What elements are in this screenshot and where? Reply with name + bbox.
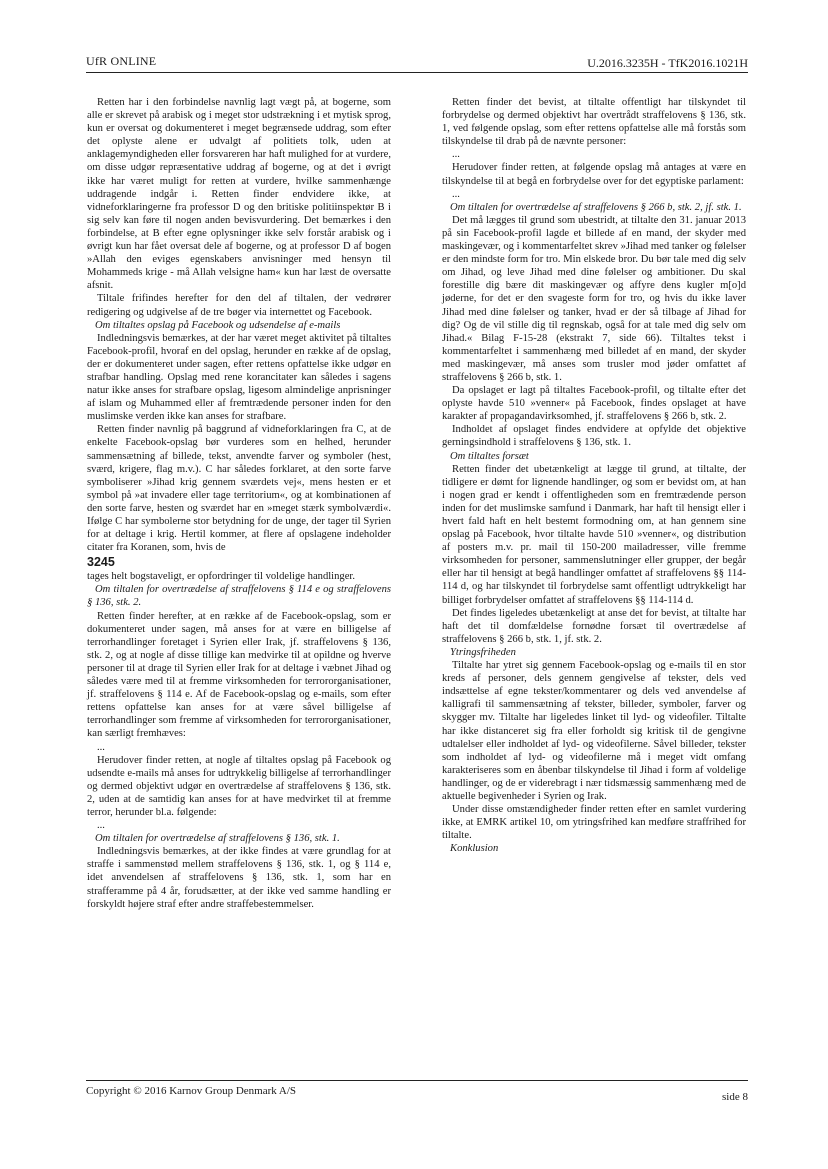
paragraph: Retten finder det bevist, at tiltalte offentligt har tilskyndet til forbrydelse og dermed objektivt har overtrådt straffelovens § 136, stk. 1, ved følgende opslag, som efter rettens opfattelse alle må forstås som tilskyndelse til drab på de nævnte personer: — [442, 97, 746, 148]
paragraph: Retten finder navnlig på baggrund af vidneforklaringen fra C, at de enkelte Facebook-opslag bør vurderes som en helhed, herunder sammensætning af billede, tekst, anvendte farver og symboler (hest, sværd, krigere, flag m.v.). C har således forklaret, at den sorte farve symboliserer »Jihad krig gennem sværdets vej«, mens hesten er et symbol på »at invadere eller tage territorium«, og at kombinationen af den sorte farve, hesten og sværdet har en »meget stærk symbolværdi«. Ifølge C har symbolerne stor betydning for de unge, der tager til Syrien for at deltage i krig. Hertil kommer, at flere af opslagene indeholder citater fra Koranen, som, hvis de — [87, 424, 391, 554]
paragraph: Indledningsvis bemærkes, at der har været meget aktivitet på tiltaltes Facebook-profil, hvoraf en del opslag, herunder en række af de opslag, der er dokumenteret under sagen, efter rettens opfattelse ikke udgør en strafbar handling. Opslag med rene korancitater kan således i sagens natur ikke anses for strafbare opslag, ligesom almindelige anprisninger af islam og Muhammed eller af fremtrædende personer inden for den muslimske verden ikke kan anses for strafbare. — [87, 332, 391, 423]
page-footer — [86, 1080, 748, 1111]
paragraph: Herudover finder retten, at følgende opslag må antages at være en tilskyndelse til at begå en forbrydelse over for det egyptiske parlament: — [442, 162, 746, 187]
paragraph: Indledningsvis bemærkes, at der ikke findes at være grundlag for at straffe i sammenstød mellem straffelovens § 136, stk. 1, og § 114 e, idet anvendelsen af straffelovens § 136, stk. 1, som har en strafferamme på 4 år, forudsætter, at der ikke ved samme handling er forskyldt højere straf efter andre straffebestemmelser. — [87, 846, 391, 910]
source-label: UfR ONLINE — [86, 54, 157, 68]
section-heading: Konklusion — [450, 843, 499, 855]
section-heading: Om tiltalen for overtrædelse af straffelovens § 114 e og straffelovens § 136, stk. 2. — [87, 584, 391, 609]
page-header — [86, 52, 748, 73]
section-heading: Om tiltaltes opslag på Facebook og udsendelse af e-mails — [95, 319, 341, 331]
omission-marker: ... — [452, 149, 460, 161]
page-number: side 8 — [722, 1091, 748, 1103]
paragraph: Indholdet af opslaget findes endvidere at opfylde det objektive gerningsindhold i straffelovens § 136, stk. 1. — [442, 424, 746, 449]
section-heading: Om tiltaltes forsæt — [450, 450, 529, 462]
paragraph: Herudover finder retten, at nogle af tiltaltes opslag på Facebook og udsendte e-mails må anses for udtrykkelig billigelse af terrorhandlinger og dermed objektivt udgør en overtrædelse af straffelovens § 136, stk. 2, uden at de samtidig kan anses for at have medvirket til at fremme terror, herunder bl.a. følgende: — [87, 754, 391, 818]
paragraph: Retten har i den forbindelse navnlig lagt vægt på, at bogerne, som alle er skrevet på arabisk og i meget stor udstrækning i et mytisk sprog, kun er oversat og dokumenteret i meget begrænsede uddrag, som efter det oplyste alene er udvalgt af politiets tolk, uden at anklagemyndigheden eller forsvareren har haft mulighed for at vurdere, om disse udgør repræsentative uddrag af bogerne, og at det i øvrigt ikke har været muligt for retten at vurdere, hvilke sammenhænge uddragende indgår i. Retten finder endvidere ikke, at vidneforklaringerne fra professor D og den britiske politiinspektør B i sig selv kan føre til nogen anden bevisvurdering. Det bemærkes i den forbindelse, at B efter egne oplysninger ikke selv forstår arabisk og i øvrigt kun har fået oversat dele af bogerne, og at professor D af bogen »Allah den eviges egenskabers anvisninger med hensyn til Mohammeds krige - må Allah velsigne ham« kun har læst de oversatte afsnit. — [87, 97, 391, 292]
paragraph: Det findes ligeledes ubetænkeligt at anse det for bevist, at tiltalte har haft det til domfældelse fornødne forsæt til overtrædelse af straffelovens § 266 b, stk. 1, jf. stk. 2. — [442, 607, 746, 645]
paragraph-continuation: tages helt bogstaveligt, er opfordringer til voldelige handlinger. — [87, 571, 356, 583]
paragraph: Under disse omstændigheder finder retten efter en samlet vurdering ikke, at EMRK artikel 10, om ytringsfrihed kan medføre straffrihed for tiltalte. — [442, 804, 746, 842]
print-page-number: 3245 — [87, 555, 115, 570]
left-column — [87, 96, 391, 911]
section-heading: Om tiltalen for overtrædelse af straffelovens § 266 b, stk. 2, jf. stk. 1. — [450, 201, 742, 213]
paragraph: Tiltale frifindes herefter for den del af tiltalen, der vedrører redigering og udgivelse af de tre bøger via internettet og Facebook. — [87, 293, 391, 318]
paragraph: Retten finder det ubetænkeligt at lægge til grund, at tiltalte, der tidligere er dømt for lignende handlinger, og som er bevidst om, at han i nogen grad er kendt i offentligheden som en fremtrædende person inden for det muslimske samfund i Danmark, har haft til hensigt eller i hvert fald haft en helt bestemt formodning om, at han gennem sine opslag på Facebook, hvor tiltalte havde 510 »venner«, og distribution af posters m.v. pr. mail til 150-200 mailadresser, ville fremme virksomheden for personer, sammenslutninger eller grupper, der begår eller har til hensigt at begå handlinger omfattet af straffelovens §§ 114-114 d, og har tilskyndet til forbrydelse samt offentligt udtrykkeligt har billiget forbrydelser omfattet af straffelovens §§ 114-114 d. — [442, 463, 746, 606]
paragraph: Tiltalte har ytret sig gennem Facebook-opslag og e-mails til en stor kreds af personer, dels gennem gengivelse af tekster, dels ved indsættelse af egne tekster/kommentarer og dels ved anvendelse af kalligrafi til sammensætning af tekster, billeder, symboler, farver og skygger mv. Tiltalte har ligeledes linket til lyd- og videofiler. Tiltalte har ikke distanceret sig fra eller forholdt sig kritisk til de gengivne udtalelser eller indholdet af lyd- og videofilerne. Såvel billeder, tekster som indholdet af lyd- og videofilerne må i meget vidt omfang karakteriseres som en åbenbar tilskyndelse til Jihad i form af voldelige handlinger, og de er viderebragt i nær tidsmæssig sammenhæng med de aktuelle begivenheder i Syrien og Irak. — [442, 660, 746, 802]
omission-marker: ... — [97, 741, 105, 753]
right-column — [442, 96, 746, 855]
omission-marker: ... — [452, 188, 460, 200]
paragraph: Det må lægges til grund som ubestridt, at tiltalte den 31. januar 2013 på sin Facebook-profil lagde et billede af en mand, der skyder med maskingevær, og i kommentarfeltet skrev »Jihad med tanker og følelser er den mindste form for tro. Min elskede bror. Du bør tale med dig selv om Jihad, og leve Jihad med dine følelser og ambitioner. Du skal forestille dig bære dit maskingevær og affyre dens kugler m[o]d jøderne, for det er den svageste form for tro, og hvis du ikke laver Jihad med dine følelser og tanker, hvad er der så tilbage af Jihad for dig? Og de vil stille dig til regnskab, også for at tale med dig selv om Jihad.« Bilag F-15-28 (ekstrakt 7, side 66). Tiltaltes tekst i kommentarfeltet i sammenhæng med billedet af en mand, der skyder med maskingevær, må anses som trusler mod jøder omfattet af straffelovens § 266 b, stk. 1. — [442, 214, 746, 383]
copyright-notice: Copyright © 2016 Karnov Group Denmark A/S — [86, 1085, 297, 1097]
omission-marker: ... — [97, 820, 105, 832]
section-heading: Om tiltalen for overtrædelse af straffelovens § 136, stk. 1. — [95, 833, 340, 845]
paragraph: Retten finder herefter, at en række af de Facebook-opslag, som er dokumenteret under sagen, må anses for at være en billigelse af terrorhandlinger foretaget i Syrien eller Irak, jf. straffelovens § 136, stk. 2, og at nogle af disse tillige kan medvirke til at opildne og hverve personer til at drage til Syrien eller Irak for at deltage i væbnet Jihad og således være med til at fremme virksomheden for terrororganisationer, jf. straffelovens § 114 e. Af de Facebook-opslag og e-mails, som efter rettens opfattelse kan anses for at være såvel billigelse af terrorhandlinger som fremme af virksomheden for terrororganisationer, kan særligt fremhæves: — [87, 610, 391, 740]
document-reference: U.2016.3235H - TfK2016.1021H — [587, 56, 748, 70]
paragraph: Da opslaget er lagt på tiltaltes Facebook-profil, og tiltalte efter det oplyste havde 510 »venner« på Facebook, findes opslaget at have karakter af propagandavirksomhed, jf. straffelovens § 266 b, stk. 2. — [442, 385, 746, 423]
section-heading: Ytringsfriheden — [450, 646, 516, 658]
